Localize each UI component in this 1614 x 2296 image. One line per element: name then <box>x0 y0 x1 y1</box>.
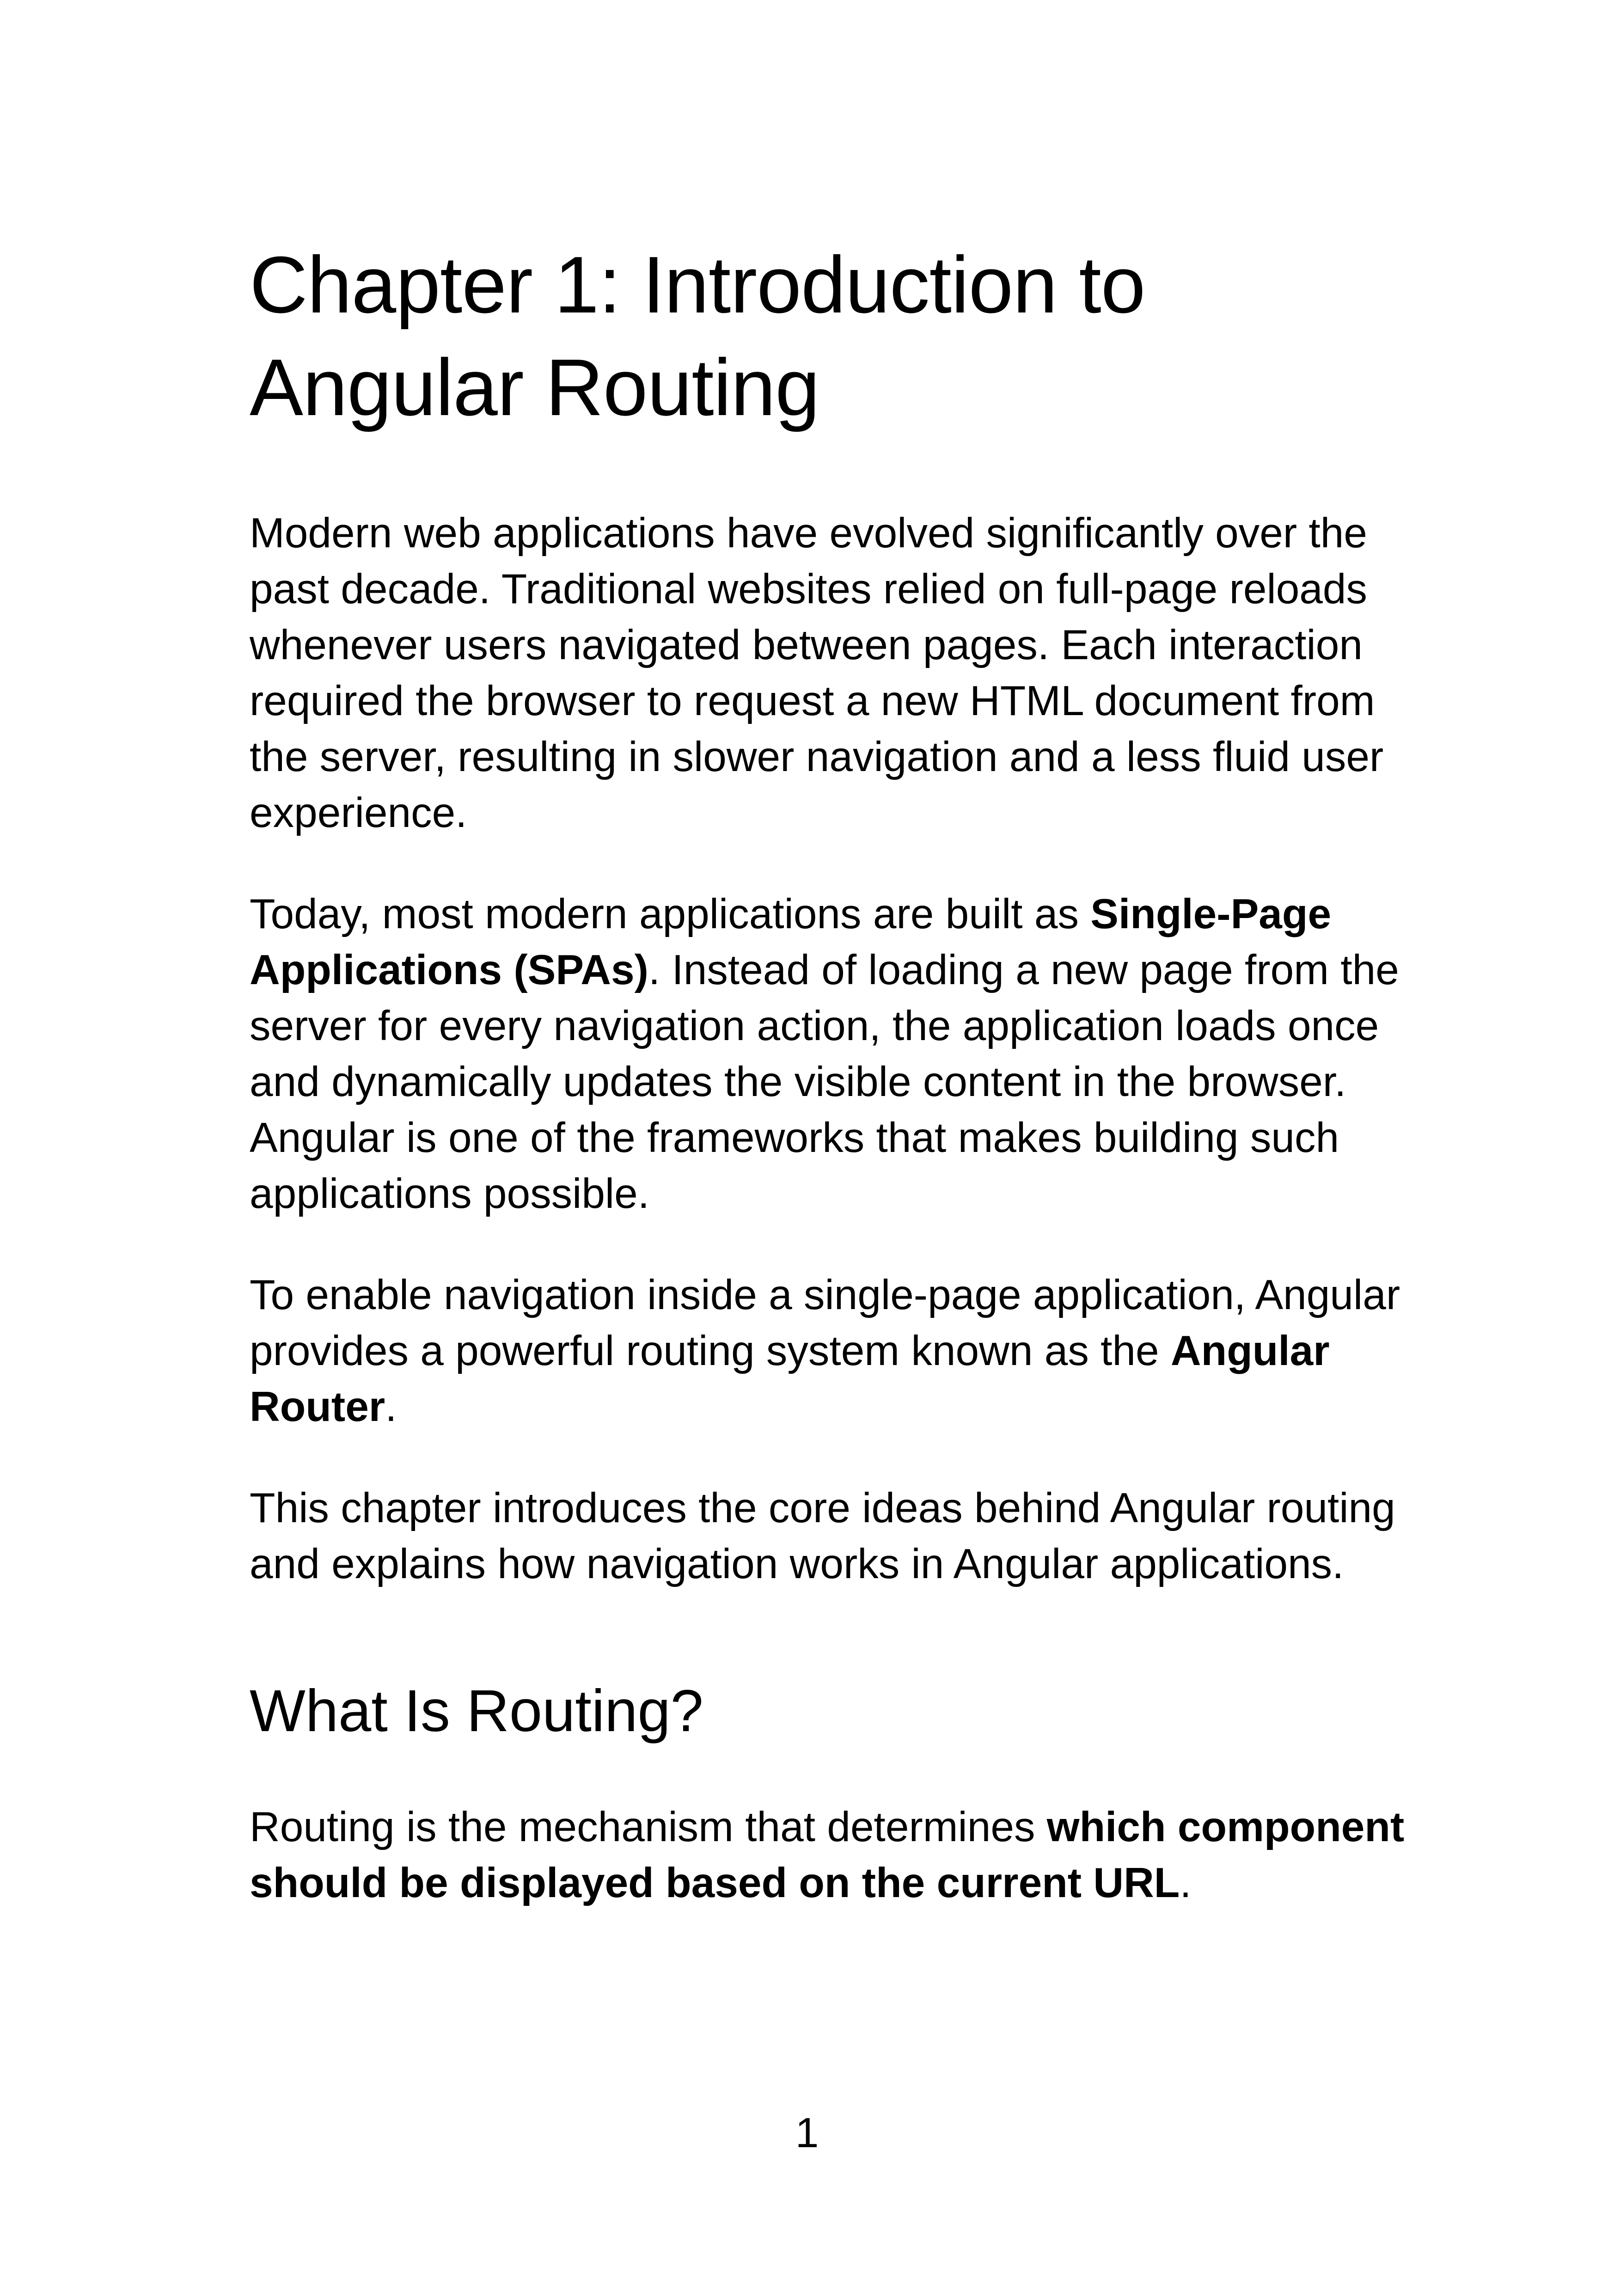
paragraph-intro-2-prefix: Today, most modern applications are built as <box>250 891 1091 937</box>
paragraph-section-bold: which component should be displayed based on the current URL <box>250 1804 1405 1906</box>
chapter-title: Chapter 1: Introduction to Angular Routing <box>250 239 1145 432</box>
paragraph-section-prefix: Routing is the mechanism that determines <box>250 1804 1047 1850</box>
paragraph-intro-1: Modern web applications have evolved significantly over the past decade. Traditional websites relied on full-page reloads whenever users navigated between pages. Each interaction required the browser to request a new HTML document from the server, resulting in slower navigation and a less fluid user experience. <box>250 510 1384 836</box>
paragraph-section-suffix: . <box>1180 1860 1192 1906</box>
paragraph-intro-2-suffix: . Instead of loading a new page from the server for every navigation action, the application loads once and dynamically updates the visible content in the browser. Angular is one of the frameworks that makes building such applications possible. <box>250 947 1399 1217</box>
paragraph-intro-2-bold: Single-Page Applications (SPAs) <box>250 891 1332 993</box>
section-heading: What Is Routing? <box>250 1678 703 1744</box>
paragraph-intro-2 <box>250 886 1428 1222</box>
paragraph-intro-3-bold: Angular Router <box>250 1328 1330 1430</box>
paragraph-intro-3-suffix: . <box>385 1384 397 1430</box>
paragraph-intro-3 <box>250 1267 1428 1435</box>
paragraph-section <box>250 1799 1428 1911</box>
paragraph-intro-4: This chapter introduces the core ideas behind Angular routing and explains how navigation works in Angular applications. <box>250 1485 1395 1587</box>
page-content <box>250 233 1428 1911</box>
page-number: 1 <box>795 2110 819 2156</box>
paragraph-intro-3-prefix: To enable navigation inside a single-page application, Angular provides a powerful routing system known as the <box>250 1272 1400 1374</box>
